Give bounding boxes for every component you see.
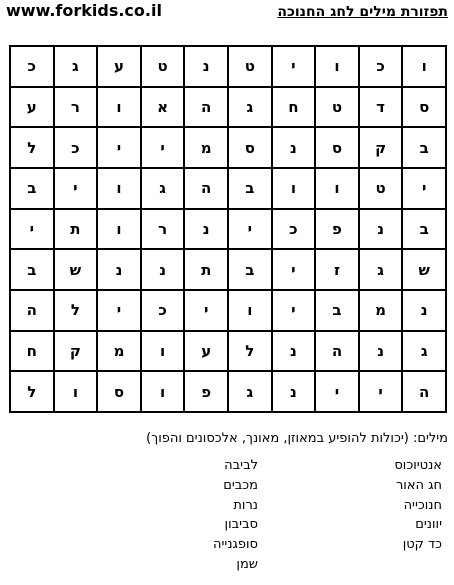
grid-cell: ה	[11, 291, 55, 332]
grid-cell: י	[360, 372, 404, 413]
grid-cell: ט	[142, 47, 186, 88]
grid-cell: ת	[55, 210, 99, 251]
grid-cell: ג	[360, 250, 404, 291]
grid-cell: ד	[360, 88, 404, 129]
grid-cell: נ	[185, 210, 229, 251]
grid-cell: ס	[403, 88, 447, 129]
grid-cell: ב	[403, 128, 447, 169]
grid-cell: ו	[142, 372, 186, 413]
grid-cell: ק	[360, 128, 404, 169]
grid-cell: ה	[185, 169, 229, 210]
grid-cell: נ	[185, 47, 229, 88]
grid-cell: נ	[403, 291, 447, 332]
grid-cell: י	[273, 47, 317, 88]
grid-cell: ע	[185, 332, 229, 373]
grid-cell: ג	[229, 372, 273, 413]
grid-cell: ב	[11, 250, 55, 291]
grid-cell: כ	[55, 128, 99, 169]
word-item: לביבה	[224, 458, 258, 473]
grid-cell: ה	[403, 372, 447, 413]
grid-cell: ל	[11, 372, 55, 413]
grid-cell: ר	[142, 210, 186, 251]
word-item: חג האור	[395, 477, 442, 493]
grid-cell: ר	[55, 88, 99, 129]
grid-cell: ו	[273, 169, 317, 210]
grid-cell: ו	[316, 47, 360, 88]
grid-cell: ל	[229, 332, 273, 373]
grid-cell: מ	[185, 128, 229, 169]
grid-cell: ע	[98, 47, 142, 88]
grid-cell: ס	[98, 372, 142, 413]
grid-cell: ו	[55, 372, 99, 413]
grid-cell: ח	[11, 332, 55, 373]
grid-cell: נ	[98, 250, 142, 291]
grid-cell: ג	[403, 332, 447, 373]
word-search-grid	[9, 45, 447, 413]
grid-cell: ט	[229, 47, 273, 88]
grid-cell: ג	[229, 88, 273, 129]
grid-cell: ז	[316, 250, 360, 291]
grid-cell: ג	[142, 169, 186, 210]
grid-cell: י	[11, 210, 55, 251]
grid-cell: י	[229, 210, 273, 251]
word-item: חנוכייה	[403, 497, 442, 513]
grid-cell: י	[55, 169, 99, 210]
site-url[interactable]: www.forkids.co.il	[6, 1, 162, 20]
grid-cell: מ	[98, 332, 142, 373]
grid-cell: ו	[98, 88, 142, 129]
grid-cell: י	[316, 372, 360, 413]
grid-cell: י	[98, 291, 142, 332]
grid-cell: י	[273, 291, 317, 332]
grid-cell: ע	[11, 88, 55, 129]
grid-cell: ת	[185, 250, 229, 291]
grid-cell: ס	[316, 128, 360, 169]
grid-cell: נ	[360, 332, 404, 373]
grid-cell: ו	[142, 332, 186, 373]
word-item: כד קטן	[402, 537, 442, 553]
grid-cell: כ	[11, 47, 55, 88]
grid-cell: ס	[229, 128, 273, 169]
grid-cell: ט	[316, 88, 360, 129]
grid-cell: כ	[273, 210, 317, 251]
word-item: סופגנייה	[213, 537, 258, 553]
grid-cell: נ	[273, 332, 317, 373]
grid-cell: ב	[11, 169, 55, 210]
grid-cell: ב	[403, 210, 447, 251]
word-item: אנטיוכוס	[394, 458, 442, 473]
grid-cell: י	[273, 250, 317, 291]
grid-cell: ל	[11, 128, 55, 169]
word-item: מכבים	[223, 477, 258, 493]
grid-cell: ה	[185, 88, 229, 129]
page-title: תפזורת מילים לחג החנוכה	[277, 4, 448, 20]
grid-cell: ל	[55, 291, 99, 332]
grid-cell: ב	[229, 250, 273, 291]
grid-cell: נ	[273, 128, 317, 169]
grid-cell: ב	[229, 169, 273, 210]
grid-cell: ט	[360, 169, 404, 210]
grid-cell: ו	[403, 47, 447, 88]
grid-cell: נ	[360, 210, 404, 251]
words-instructions: מילים: (יכולות להופיע במאוזן, מאונך, אלכסונים והפוך)	[146, 431, 448, 446]
grid-cell: י	[98, 128, 142, 169]
word-item: יוונים	[415, 517, 442, 533]
grid-cell: פ	[316, 210, 360, 251]
grid-cell: א	[142, 88, 186, 129]
grid-cell: ו	[98, 210, 142, 251]
grid-cell: ח	[273, 88, 317, 129]
word-list-right	[394, 456, 442, 555]
grid-cell: ש	[55, 250, 99, 291]
grid-cell: נ	[273, 372, 317, 413]
grid-cell: ש	[403, 250, 447, 291]
grid-cell: ה	[316, 332, 360, 373]
grid-cell: פ	[185, 372, 229, 413]
grid-cell: י	[142, 128, 186, 169]
word-item: שמן	[236, 556, 258, 572]
grid-cell: מ	[360, 291, 404, 332]
grid-cell: ג	[55, 47, 99, 88]
word-item: נרות	[233, 497, 258, 513]
grid-cell: ו	[98, 169, 142, 210]
grid-cell: כ	[142, 291, 186, 332]
grid-cell: כ	[360, 47, 404, 88]
grid-cell: י	[403, 169, 447, 210]
word-item: סביבון	[224, 517, 258, 533]
grid-cell: נ	[142, 250, 186, 291]
grid-cell: י	[185, 291, 229, 332]
grid-cell: ו	[316, 169, 360, 210]
grid-cell: ו	[229, 291, 273, 332]
word-list-mid	[213, 456, 258, 575]
grid-cell: ק	[55, 332, 99, 373]
grid-cell: ב	[316, 291, 360, 332]
